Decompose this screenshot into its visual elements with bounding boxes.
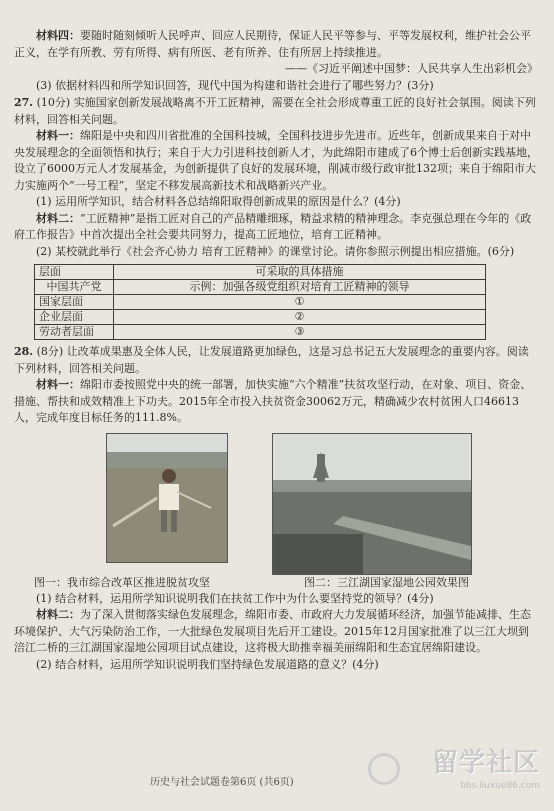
table-cell-level: 劳动者层面 (35, 325, 114, 340)
table-row (35, 295, 486, 310)
q28-sub1: (1) 结合材料，运用所学知识说明我们在扶贫工作中为什么要坚持党的领导？(4分) (36, 591, 434, 605)
figure1-caption: 图一：我市综合改革区推进脱贫攻坚 (34, 575, 210, 589)
table-header-row (35, 265, 486, 280)
question-27-intro-text: (10分) 实施国家创新发展战略离不开工匠精神，需要在全社会形成尊重工匠的良好社会氛围。阅读下列材料，回答相关问题。 (14, 96, 536, 126)
q28-material2-label: 材料二： (36, 608, 80, 621)
watermark-logo-icon (368, 753, 400, 785)
q27-material1 (14, 128, 538, 194)
question-27-number: 27. (14, 96, 34, 109)
q27-material2-label: 材料二： (36, 211, 80, 225)
q28-material1 (14, 377, 538, 427)
question-28-intro-text: (8分) 让改革成果惠及全体人民，让发展道路更加绿色，这是习总书记五大发展理念的重要内容。阅读下列材料，回答相关问题。 (14, 345, 529, 375)
q27-sub1: (1) 运用所学知识，结合材料各总结绵阳取得创新成果的原因是什么？(4分) (36, 195, 401, 208)
question-28-number: 28. (14, 345, 34, 358)
q28-material1-text: 绵阳市委按照党中央的统一部署，加快实施“六个精准”扶贫攻坚行动，在对象、项目、资金、措施、帮扶和成效精准上下功夫。2015年全市投入扶贫资金30062万元，精确减少农村贫困人口46613人，完成年度目标任务的111.8%。 (14, 378, 532, 424)
wetland-illustration (273, 434, 471, 574)
caption-row (14, 575, 538, 591)
table-cell-measure: 示例：加强各级党组织对培育工匠精神的领导 (114, 280, 486, 295)
watermark (432, 742, 540, 791)
watermark-sub: bbs.liuxue86.com (460, 781, 540, 791)
watermark-main: 留学社区 (431, 748, 540, 778)
material4-paragraph (14, 28, 538, 61)
figure2-caption: 图二：三江湖国家湿地公园效果图 (304, 575, 469, 589)
table-cell-measure: ② (114, 310, 486, 325)
table-row (35, 325, 486, 340)
q28-material1-label: 材料一： (36, 378, 80, 391)
q28-material2-text: 为了深入贯彻落实绿色发展理念，绵阳市委、市政府大力发展循环经济，加强节能减排、生态环境保护、大气污染防治工作，一大批绿色发展项目先后开工建设。2015年12月国家批准了以三江大坝到涪江二桥的三江湖国家湿地公园项目试点建设，这将极大助推幸福美丽绵阳和生态宜居绵阳建设。 (14, 608, 531, 654)
q27-material2-text: “工匠精神”是指工匠对自己的产品精雕细琢，精益求精的精神理念。李克强总理在今年的《政府工作报告》中首次提出全社会要共同努力，提高工匠地位，培育工匠精神。 (14, 211, 532, 241)
table-row (35, 280, 486, 295)
table-row (35, 310, 486, 325)
farmer-photo (106, 433, 228, 563)
material4-label: 材料四： (36, 29, 80, 42)
material4-text: 要随时随刻倾听人民呼声、回应人民期待，保证人民平等参与、平等发展权利，维护社会公平正义，在学有所教、劳有所得、病有所医、老有所养、住有所居上持续推进。 (14, 29, 531, 59)
photo-row (14, 433, 538, 573)
q27-material2 (14, 211, 538, 244)
question-27-intro (14, 95, 538, 128)
material4-source: ——《习近平阐述中国梦：人民共享人生出彩机会》 (285, 62, 538, 75)
table-cell-measure: ③ (114, 325, 486, 340)
table-header-level: 层面 (35, 265, 114, 280)
exam-page (14, 28, 538, 768)
q27-sub2: (2) 某校就此举行《社会齐心协力 培育工匠精神》的课堂讨论。请你参照示例提出相应措施。(6分) (36, 244, 515, 258)
table-cell-level: 企业层面 (35, 310, 114, 325)
page-footer: 历史与社会试题卷第6页 (共6页) (150, 777, 294, 788)
table-cell-level: 中国共产党 (35, 280, 114, 295)
q28-material2 (14, 607, 538, 657)
table-header-measures: 可采取的具体措施 (114, 265, 486, 280)
wetland-park-photo (272, 433, 472, 575)
question-26-3: (3) 依据材料四和所学知识回答，现代中国为构建和谐社会进行了哪些努力？(3分) (36, 78, 434, 92)
q27-material1-text: 绵阳是中央和四川省批准的全国科技城，全国科技进步先进市。近些年，创新成果来自于对中央发展理念的全面领悟和执行；来自于大力引进科技创新人才，为此绵阳市建成了6个博士后创新实践基地，设立了6000万元人才发展基金，为创新提供了良好的发展环境，削减市级行政审批132项；来自于绵阳市大力实施两个“一号工程”，坚定不移发展高新技术和战略新兴产业。 (14, 129, 538, 192)
q28-sub2: (2) 结合材料，运用所学知识说明我们坚持绿色发展道路的意义？(4分) (36, 657, 379, 671)
question-28-intro (14, 344, 538, 377)
table-cell-measure: ① (114, 295, 486, 310)
farmer-illustration (107, 434, 227, 562)
q27-material1-label: 材料一： (36, 129, 80, 142)
table-cell-level: 国家层面 (35, 295, 114, 310)
measures-table (34, 264, 486, 340)
